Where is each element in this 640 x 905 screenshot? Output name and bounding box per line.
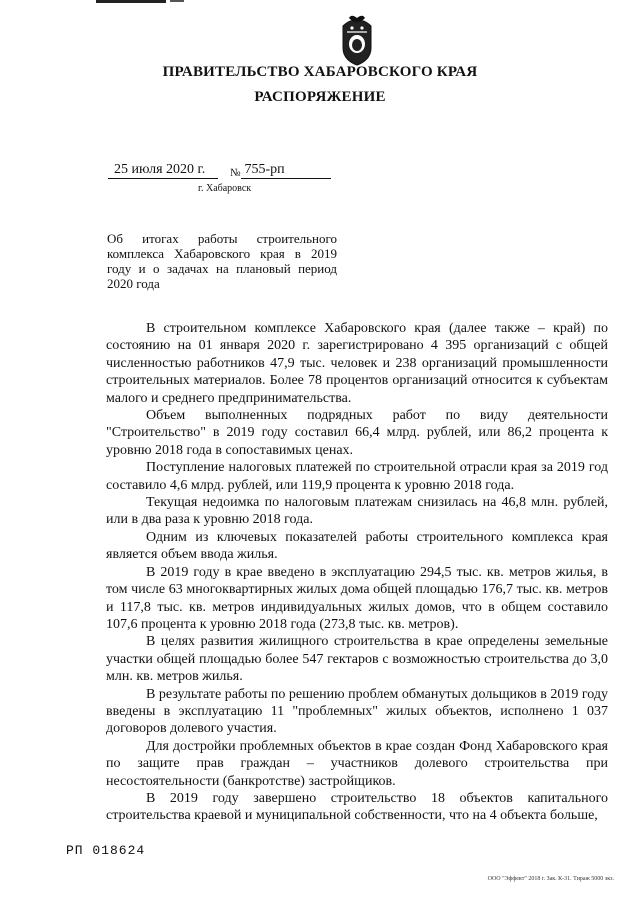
scan-mark <box>96 0 166 3</box>
paragraph: Текущая недоимка по налоговым платежам снизилась на 46,8 млн. рублей, или в два раза к уровню 2018 года. <box>106 495 608 528</box>
form-code: РП 018624 <box>66 843 146 858</box>
paragraph: Для достройки проблемных объектов в крае создан Фонд Хабаровского края по защите прав граждан – участников долевого строительства при несостоятельности (банкротстве) застройщиков. <box>106 738 608 789</box>
doc-type: РАСПОРЯЖЕНИЕ <box>254 89 386 105</box>
krai-coat-of-arms-icon <box>337 14 377 66</box>
paragraph: В целях развития жилищного строительства в крае определены земельные участки общей площадью более 547 гектаров с возможностью строительства до 3,0 млн. кв. метров жилья. <box>106 634 608 685</box>
paragraph: В строительном комплексе Хабаровского края (далее также – край) по состоянию на 01 января 2020 г. зарегистрировано 4 395 организаций с общей численностью работников 47,9 тыс. человек и 238 организаций промышленности строительных материалов. Более 78 процентов организаций относится к субъектам малого и среднего предпринимательства. <box>106 321 608 406</box>
paragraph: В 2019 году завершено строительство 18 объектов капитального строительства краевой и муниципальной собственности, что на 4 объекта больше, <box>106 790 608 824</box>
number-label: № <box>230 167 241 179</box>
doc-city: г. Хабаровск <box>198 183 252 194</box>
paragraph: Объем выполненных подрядных работ по виду деятельности "Строительство" в 2019 году составил 66,4 млрд. рублей, или 86,2 процента к уровню 2018 года в сопоставимых ценах. <box>106 408 608 458</box>
doc-date: 25 июля 2020 г. <box>108 162 218 179</box>
printer-imprint: ООО "Эффект" 2018 г. Зак. К-31. Тираж 5000 экз. <box>487 876 614 882</box>
paragraph: В результате работы по решению проблем обманутых дольщиков в 2019 году введены в эксплуатацию 11 "проблемных" жилых объектов, исполнено 1 037 договоров долевого участия. <box>106 686 608 737</box>
scan-mark <box>170 0 184 2</box>
paragraph: В 2019 году в крае введено в эксплуатацию 294,5 тыс. кв. метров жилья, в том числе 63 многоквартирных жилых дома общей площадью 176,7 тыс. кв. метров и 117,8 тыс. кв. метров индивидуальных жилых домов, что в общем составило 107,6 процента к уровню 2018 года (273,8 тыс. кв. метров). <box>106 564 608 632</box>
doc-subject: Об итогах работы строительного комплекса Хабаровского края в 2019 году и о задачах на плановый период 2020 года <box>107 231 337 291</box>
date-number-line <box>108 162 331 179</box>
paragraph: Поступление налоговых платежей по строительной отрасли края за 2019 год составило 4,6 млрд. рублей, или 119,9 процента к уровню 2018 года. <box>106 460 608 493</box>
doc-body <box>106 320 608 825</box>
doc-number: 755-рп <box>241 162 331 179</box>
org-title: ПРАВИТЕЛЬСТВО ХАБАРОВСКОГО КРАЯ <box>162 64 478 80</box>
paragraph: Одним из ключевых показателей работы строительного комплекса края является объем ввода жилья. <box>106 529 608 563</box>
